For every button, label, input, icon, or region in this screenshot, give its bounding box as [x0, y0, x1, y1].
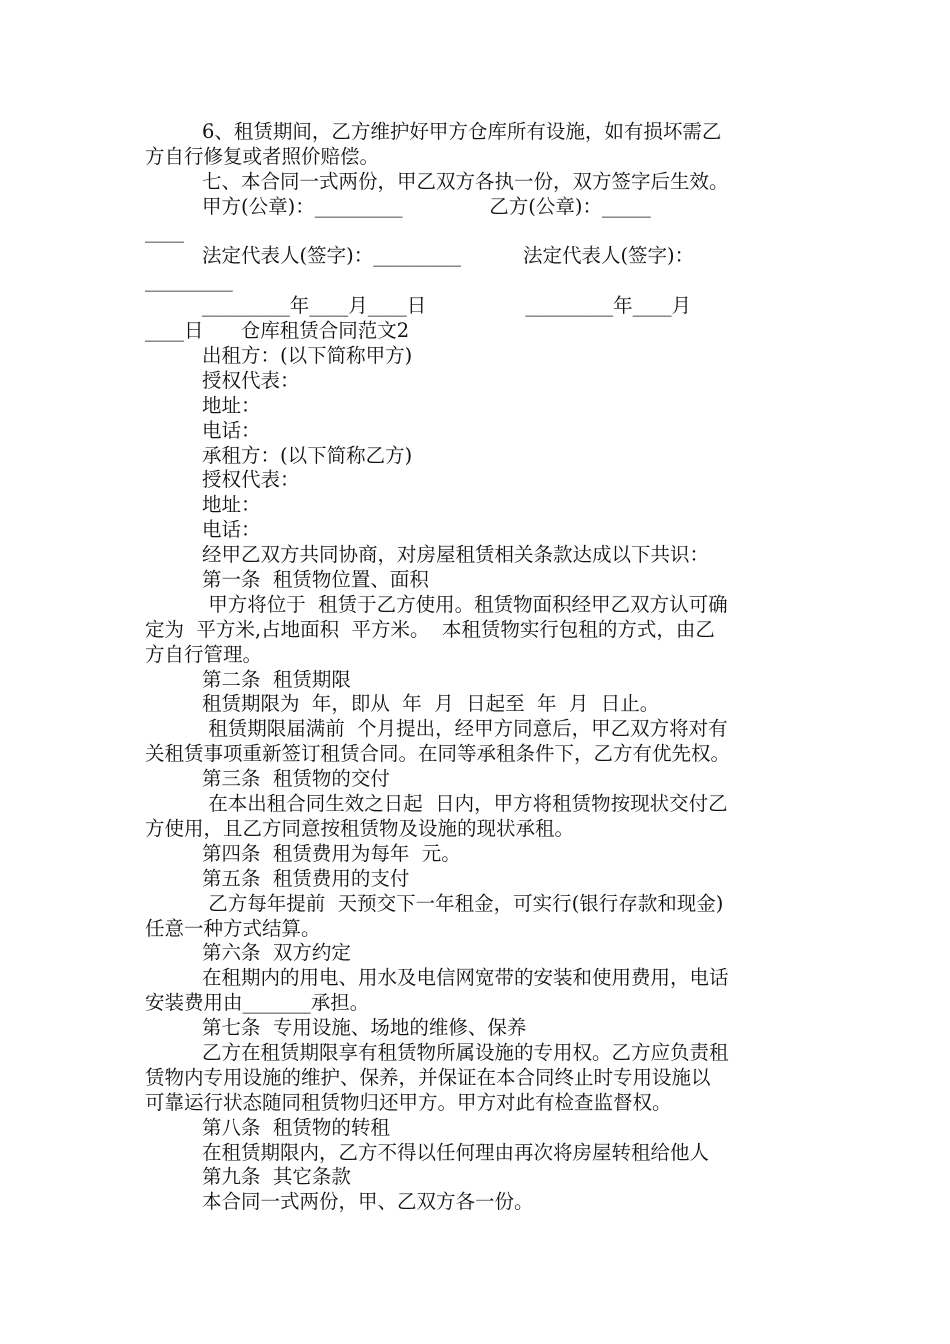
text-line: ____日 仓库租赁合同范文2: [145, 319, 410, 343]
text-line: 定为 平方米,占地面积 平方米。 本租赁物实行包租的方式，由乙: [145, 617, 715, 641]
text-line: _________: [145, 269, 233, 293]
text-line: 电话：: [202, 418, 261, 442]
text-line: 授权代表：: [202, 368, 300, 392]
text-line: 授权代表：: [202, 468, 300, 492]
section-heading: 第一条 租赁物位置、面积: [202, 568, 429, 592]
section-heading: 第四条 租赁费用为每年 元。: [202, 841, 461, 865]
text-line: 方自行修复或者照价赔偿。: [145, 144, 380, 168]
section-heading: 第五条 租赁费用的支付: [202, 866, 410, 890]
text-line: 关租赁事项重新签订租赁合同。在同等承租条件下，乙方有优先权。: [145, 742, 731, 766]
text-line: 地址：: [202, 393, 261, 417]
text-line: 在租期内的用电、用水及电信网宽带的安装和使用费用，电话: [202, 966, 729, 990]
text-line: 租赁期限为 年，即从 年 月 日起至 年 月 日止。: [202, 692, 660, 716]
text-line: 本合同一式两份，甲、乙双方各一份。: [202, 1190, 534, 1214]
text-line: 租赁期限届满前 个月提出，经甲方同意后，甲乙双方将对有: [202, 717, 728, 741]
text-line: 方使用，且乙方同意按租赁物及设施的现状承租。: [145, 816, 575, 840]
text-line: 七、本合同一式两份，甲乙双方各执一份，双方签字后生效。: [202, 169, 729, 193]
text-line: 地址：: [202, 493, 261, 517]
text-line: 甲方将位于 租赁于乙方使用。租赁物面积经甲乙双方认可确: [202, 592, 728, 616]
text-line: 在租赁期限内，乙方不得以任何理由再次将房屋转租给他人: [202, 1140, 710, 1164]
section-heading: 第七条 专用设施、场地的维修、保养: [202, 1016, 527, 1040]
signature-line-representative: 法定代表人(签字)：_________ 法定代表人(签字)：: [202, 244, 695, 268]
text-line: ____: [145, 219, 184, 243]
text-line: 乙方在租赁期限享有租赁物所属设施的专用权。乙方应负责租: [202, 1040, 729, 1064]
text-line: 赁物内专用设施的维护、保养，并保证在本合同终止时专用设施以: [145, 1065, 711, 1089]
text-line: 在本出租合同生效之日起 日内，甲方将租赁物按现状交付乙: [202, 792, 728, 816]
text-line: 电话：: [202, 518, 261, 542]
text-line: 乙方每年提前 天预交下一年租金，可实行(银行存款和现金): [202, 891, 724, 915]
section-heading: 第二条 租赁期限: [202, 667, 351, 691]
text-line: 出租方：(以下简称甲方): [202, 344, 413, 368]
signature-line-seal: 甲方(公章)：_________ 乙方(公章)：_____: [202, 194, 651, 218]
text-line: 6、租赁期间，乙方维护好甲方仓库所有设施，如有损坏需乙: [202, 120, 722, 143]
text-line: 承租方：(以下简称乙方): [202, 443, 413, 467]
text-line: 安装费用由_______承担。: [145, 991, 370, 1015]
section-heading: 第八条 租赁物的转租: [202, 1115, 390, 1139]
document-page: [145, 120, 810, 1215]
text-line: 方自行管理。: [145, 642, 263, 666]
text-line: 可靠运行状态随同租赁物归还甲方。甲方对此有检查监督权。: [145, 1090, 672, 1114]
section-heading: 第六条 双方约定: [202, 941, 351, 965]
text-line: 经甲乙双方共同协商，对房屋租赁相关条款达成以下共识：: [202, 543, 710, 567]
section-heading: 第三条 租赁物的交付: [202, 767, 390, 791]
text-line: 任意一种方式结算。: [145, 916, 321, 940]
section-heading: 第九条 其它条款: [202, 1165, 351, 1189]
date-line: _________年____月____日 _________年____月: [202, 294, 692, 318]
